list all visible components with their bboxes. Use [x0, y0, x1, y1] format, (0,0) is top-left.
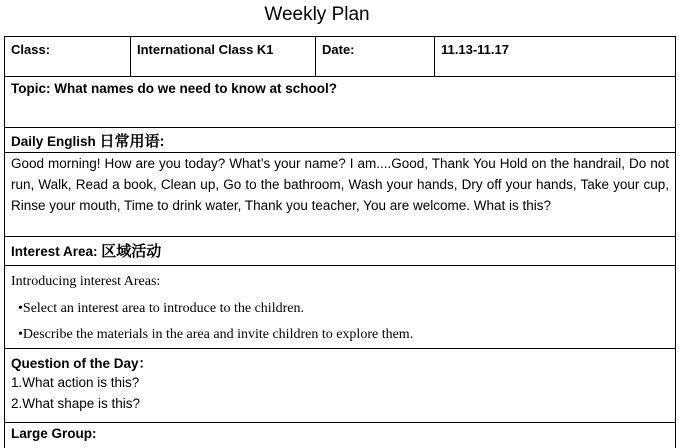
daily-english-label-cn: 日常用语:: [99, 133, 165, 150]
topic-text: What names do we need to know at school?: [54, 81, 338, 96]
document-title: Weekly Plan: [264, 4, 370, 25]
question-of-day-row: [4, 348, 676, 422]
large-group-row: [4, 422, 676, 448]
daily-english-heading: [5, 128, 675, 151]
question-of-day-label: Question of the Day：: [11, 356, 153, 371]
date-label: Date:: [316, 37, 435, 76]
large-group-label: Large Group:: [11, 426, 97, 441]
class-label: Class:: [5, 37, 131, 76]
interest-area-label: Interest Area:: [11, 244, 98, 259]
daily-english-header-row: [4, 127, 676, 152]
daily-english-content-row: [4, 152, 676, 236]
class-value: International Class K1: [131, 37, 316, 76]
topic-row: [4, 76, 676, 127]
interest-area-header-row: [4, 236, 676, 265]
topic-label: Topic:: [11, 81, 51, 96]
interest-area-heading: [5, 237, 675, 261]
question-item: 2.What shape is this?: [11, 396, 141, 411]
daily-english-label: Daily English: [11, 134, 96, 149]
daily-english-text: Good morning! How are you today? What’s your name? I am....Good, Thank You Hold on the handrail, Do not run, Walk, Read a book, Clean up, Go to the bathroom, Wash your hands, Dry off your hands, Take your cup, Rinse your mouth, Time to drink water, Thank you teacher, You are welcome. What is this?: [11, 156, 669, 213]
interest-area-intro: Introducing interest Areas:: [11, 274, 161, 289]
question-item: 1.What action is this?: [11, 375, 140, 390]
date-value: 11.13-11.17: [441, 42, 509, 57]
topic-line: [5, 77, 675, 96]
interest-area-label-cn: 区域活动: [101, 243, 162, 260]
info-row: [4, 36, 676, 76]
interest-area-bullet: •Select an interest area to introduce to the children.: [18, 301, 304, 316]
interest-area-content-row: [4, 265, 676, 348]
interest-area-bullet: •Describe the materials in the area and invite children to explore them.: [18, 327, 414, 342]
